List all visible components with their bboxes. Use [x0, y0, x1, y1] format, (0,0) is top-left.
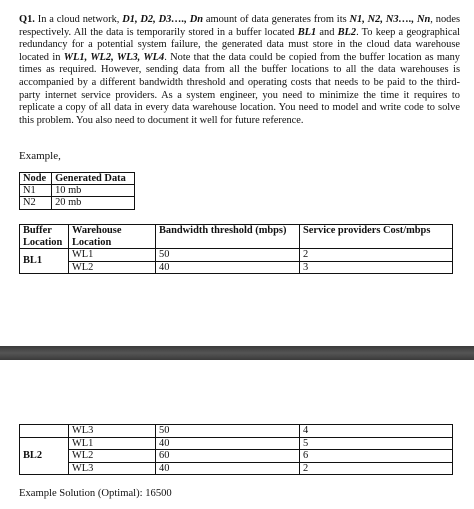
bandwidth-table: [19, 224, 453, 274]
node-vars: N1, N2, N3…., Nn: [349, 14, 431, 25]
buffer-cell: BL2: [20, 437, 69, 475]
table-row: BL2 WL1 40 5: [20, 437, 453, 450]
table-row: BL1 WL1 50 2: [20, 249, 453, 262]
table-header-row: Buffer Location Warehouse Location Bandwidth threshold (mbps) Service providers Cost/mbps: [20, 225, 453, 249]
data-vars: D1, D2, D3…., Dn: [122, 14, 204, 25]
buffer-cell: BL1: [20, 249, 69, 274]
node-table: [19, 172, 135, 210]
question-label: Q1.: [19, 14, 35, 25]
table-row: WL2 40 3: [20, 261, 453, 274]
table-row: Node Generated Data: [20, 173, 135, 185]
table-row: WL3 50 4: [20, 425, 453, 438]
example-solution: Example Solution (Optimal): 16500: [19, 488, 172, 499]
page-divider-bar: [0, 346, 474, 360]
example-label: Example,: [19, 150, 61, 162]
table-row: N1 10 mb: [20, 185, 135, 197]
bandwidth-table-continued: [19, 424, 453, 475]
question-text: Q1. In a cloud network, D1, D2, D3…., Dn amount of data generates from its N1, N2, N3…., Nn, nodes respectively. All the data is temporarily stored in a buffer located BL1 and BL2. To keep a geographical redundancy for a potential system failure, the generated data must store in the cloud data warehouse located in WL1, WL2, WL3, WL4. Note that the data could be copied from the buffer location as many times as required. However, sending data from all the buffer locations to all the data warehouses is accompanied by a different bandwidth threshold and operating costs that needs to be paid to the third-party internet service providers. As a system engineer, you need to minimize the time it requires to replicate a copy of all data in every data warehouse location. You need to model and write code to solve this problem. You also need to document it well for future reference.: [19, 14, 460, 126]
table-row: WL3 40 2: [20, 462, 453, 475]
warehouse-vars: WL1, WL2, WL3, WL4: [63, 51, 165, 63]
table-row: WL2 60 6: [20, 450, 453, 463]
table-row: N2 20 mb: [20, 197, 135, 209]
